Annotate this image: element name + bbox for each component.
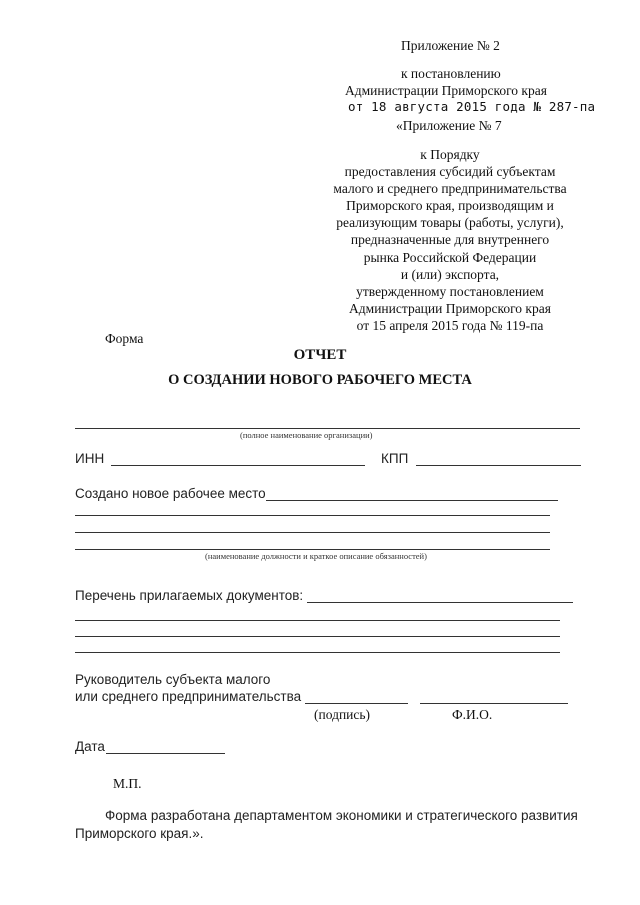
order-reference-block: [300, 146, 600, 334]
new-job-field[interactable]: [266, 500, 558, 501]
inn-field[interactable]: [111, 465, 365, 466]
order-line: реализующим товары (работы, услуги),: [336, 215, 564, 231]
head-label-1: Руководитель субъекта малого: [75, 672, 271, 687]
footer-note-line-1: Форма разработана департаментом экономики и стратегического развития: [105, 808, 578, 823]
position-caption: (наименование должности и краткое описание обязанностей): [205, 551, 427, 561]
head-label-2: или среднего предпринимательства: [75, 689, 302, 704]
order-line: и (или) экспорта,: [400, 266, 500, 282]
order-line: утвержденному постановлением: [356, 283, 544, 299]
stamp-label: М.П.: [113, 776, 142, 791]
order-line: от 15 апреля 2015 года № 119-па: [356, 317, 544, 333]
appendix-administration: Администрации Приморского края: [345, 83, 547, 98]
fio-caption: Ф.И.О.: [452, 707, 493, 722]
order-line: рынка Российской Федерации: [363, 249, 537, 265]
fio-field[interactable]: [420, 703, 568, 704]
position-line-1[interactable]: [75, 515, 550, 516]
org-name-caption: (полное наименование организации): [240, 430, 373, 440]
order-line: Приморского края, производящим и: [346, 198, 554, 214]
position-line-3[interactable]: [75, 549, 550, 550]
documents-line-3[interactable]: [75, 652, 560, 653]
documents-label: Перечень прилагаемых документов:: [75, 588, 304, 603]
documents-line-1[interactable]: [75, 620, 560, 621]
order-line: Администрации Приморского края: [349, 300, 551, 316]
page-subtitle: О СОЗДАНИИ НОВОГО РАБОЧЕГО МЕСТА: [168, 372, 472, 388]
date-field[interactable]: [106, 753, 225, 754]
new-job-label: Создано новое рабочее место: [75, 486, 266, 501]
order-line: малого и среднего предпринимательства: [333, 181, 567, 197]
footer-note-line-2: Приморского края.».: [75, 826, 204, 841]
order-line: к Порядку: [420, 147, 480, 162]
documents-field[interactable]: [307, 602, 573, 603]
kpp-field[interactable]: [416, 465, 581, 466]
order-line: предоставления субсидий субъектам: [344, 164, 556, 180]
signature-caption: (подпись): [314, 707, 371, 722]
org-name-line[interactable]: [75, 428, 580, 429]
kpp-label: КПП: [381, 451, 409, 466]
appendix-number: Приложение № 2: [401, 38, 500, 53]
documents-line-2[interactable]: [75, 636, 560, 637]
form-label: Форма: [105, 331, 144, 346]
inn-label: ИНН: [75, 451, 105, 466]
appendix-resolution-date: от 18 августа 2015 года № 287-па: [348, 99, 596, 114]
appendix-seven: «Приложение № 7: [396, 118, 502, 133]
page-title: ОТЧЕТ: [293, 347, 347, 363]
signature-field[interactable]: [305, 703, 408, 704]
appendix-resolution-ref: к постановлению: [401, 66, 501, 81]
position-line-2[interactable]: [75, 532, 550, 533]
order-line: предназначенные для внутреннего: [350, 232, 550, 248]
date-label: Дата: [75, 739, 105, 754]
